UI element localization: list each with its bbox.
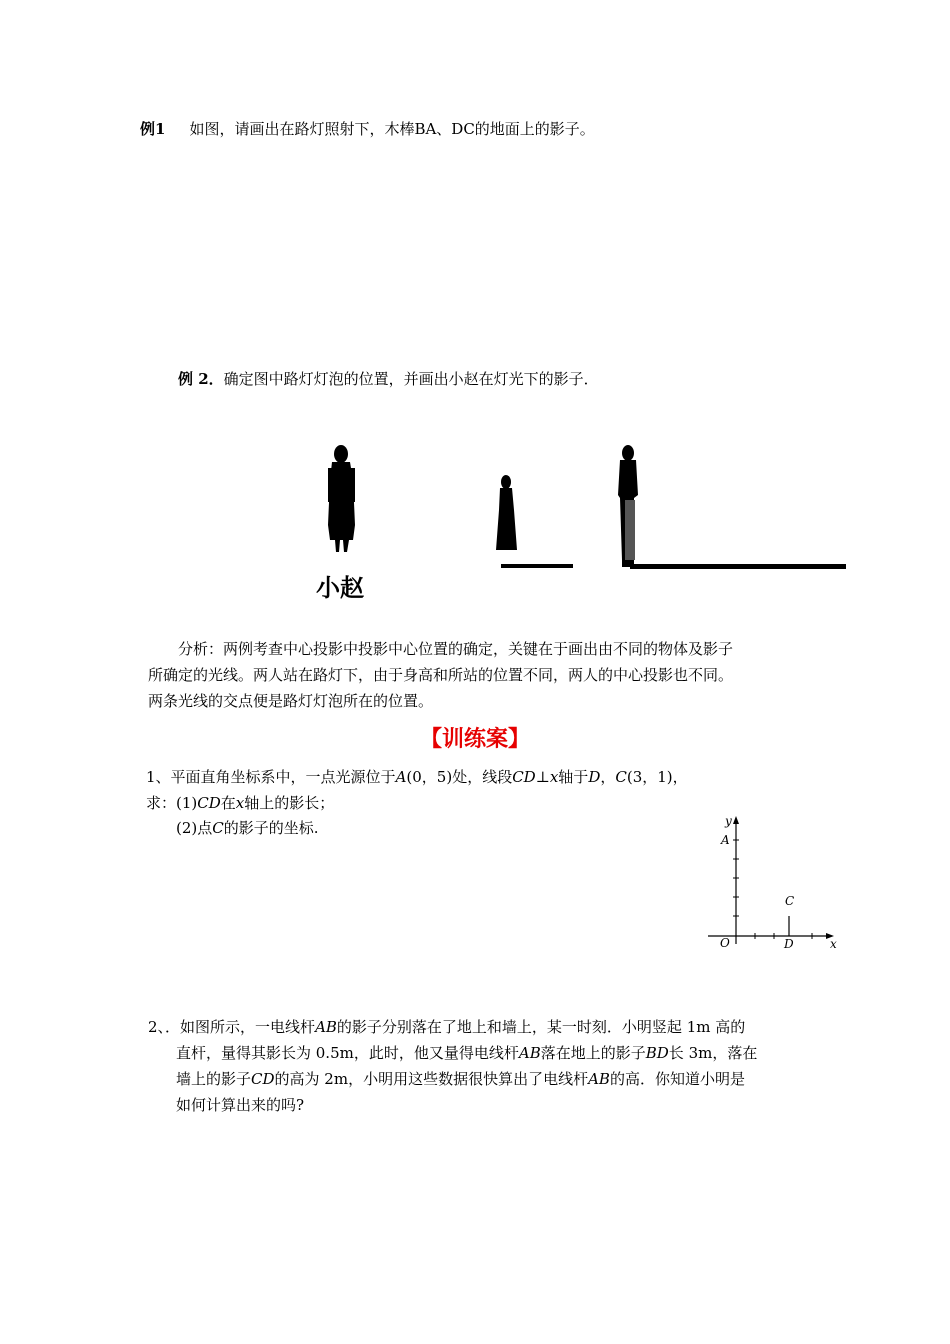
example-2-text: 确定图中路灯灯泡的位置，并画出小赵在灯光下的影子． (223, 370, 599, 388)
q2-text: 的高．你知道小明是 (609, 1070, 745, 1088)
question-2-line-1 (148, 1014, 745, 1040)
question-1-number: 1、 (146, 768, 171, 786)
q1-var: x (235, 794, 245, 812)
section-title: 【训练案】 (419, 727, 530, 752)
q2-text: ．如图所示，一电线杆 (165, 1018, 316, 1036)
q1-text: 轴于 (558, 768, 589, 786)
coordinate-figure (700, 812, 850, 957)
example-1-text: 如图，请画出在路灯照射下，木棒BA、DC的地面上的影子。 (189, 120, 595, 138)
axis-ticks (733, 840, 812, 939)
q1-text: (2)点 (176, 819, 213, 837)
q2-var: AB (588, 1070, 610, 1088)
q2-text: 直杆，量得其影长为 0.5m，此时，他又量得电线杆 (176, 1044, 519, 1062)
question-1-line-2 (146, 790, 334, 816)
q1-var: C (212, 819, 224, 837)
q1-var: A (395, 768, 407, 786)
q2-text: 的高为 2m，小明用这些数据很快算出了电线杆 (274, 1070, 589, 1088)
example-2-label: 例 2． (178, 370, 224, 388)
example-1 (140, 116, 595, 142)
y-axis-arrow-icon (733, 816, 739, 824)
question-2-number: 2、 (148, 1018, 166, 1036)
question-2-line-3 (176, 1066, 745, 1092)
q2-var: AB (518, 1044, 541, 1062)
analysis-line-3: 两条光线的交点便是路灯灯泡所在的位置。 (148, 692, 434, 710)
point-d-label: D (784, 937, 794, 951)
q1-var: C (615, 768, 627, 786)
q1-text: 轴上的影长； (244, 794, 335, 812)
point-a-label: A (721, 833, 730, 847)
q1-var: x (549, 768, 559, 786)
question-2-line-2 (176, 1040, 757, 1066)
xiaozhao-figure (328, 445, 355, 552)
q2-text: 长 3m，落在 (668, 1044, 758, 1062)
tall-person-shadow (630, 564, 846, 569)
q1-text: 在 (220, 794, 236, 812)
q1-text: ， (600, 768, 616, 786)
q1-text: 平面直角坐标系中，一点光源位于 (170, 768, 396, 786)
q1-text: ⊥ (535, 768, 550, 786)
q2-text: 墙上的影子 (176, 1070, 252, 1088)
q1-var: CD (512, 768, 536, 786)
point-c-label: C (785, 894, 795, 908)
xiaozhao-label: 小赵 (316, 574, 364, 602)
analysis-line-1: 分析：两例考查中心投影中投影中心位置的确定，关键在于画出由不同的物体及影子 (178, 640, 734, 658)
q1-text: 的影子的坐标. (223, 819, 319, 837)
street-lamp-figure (300, 440, 860, 610)
question-1-line-3 (176, 815, 319, 841)
q2-text: 的影子分别落在了地上和墙上，某一时刻．小明竖起 1m 高的 (336, 1018, 746, 1036)
short-person-shadow (501, 564, 573, 568)
y-label: y (725, 814, 732, 828)
analysis-line-2: 所确定的光线。两人站在路灯下，由于身高和所站的位置不同，两人的中心投影也不同。 (148, 666, 734, 684)
question-1-line-1 (146, 764, 688, 790)
x-label: x (830, 937, 837, 951)
question-2-line-4: 如何计算出来的吗? (176, 1096, 305, 1114)
example-1-label: 例1 (140, 120, 166, 138)
q1-var: CD (197, 794, 221, 812)
q2-var: BD (645, 1044, 669, 1062)
q1-text: (0，5)处，线段 (406, 768, 513, 786)
q1-text: (3，1)， (626, 768, 688, 786)
short-person-figure (496, 475, 573, 568)
origin-label: O (720, 936, 730, 950)
q2-var: AB (315, 1018, 337, 1036)
example-2 (178, 366, 599, 392)
tall-person-figure (618, 445, 846, 569)
q1-var: D (588, 768, 601, 786)
q2-text: 落在地上的影子 (540, 1044, 646, 1062)
q2-var: CD (251, 1070, 275, 1088)
q1-text: 求：(1) (146, 794, 198, 812)
